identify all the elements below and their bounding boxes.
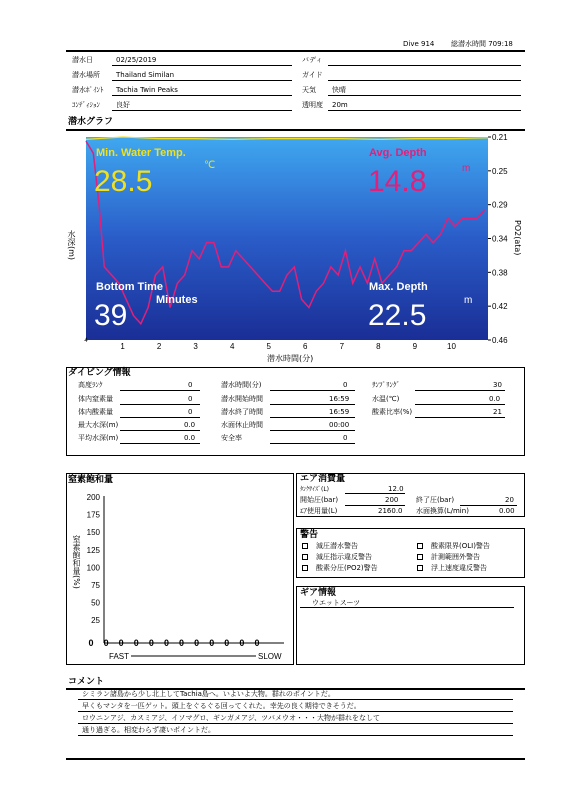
- nitrogen-tick-label: 150: [86, 528, 100, 538]
- altitude-rank-value: 0: [188, 381, 193, 389]
- date-label: 潜水日: [72, 56, 93, 64]
- x-tick-label: 2: [156, 342, 162, 351]
- x-tick-label: 8: [376, 342, 381, 351]
- nitrogen-value: 0: [133, 638, 139, 648]
- checkbox-icon: [417, 554, 423, 560]
- buddy-label: バディ: [302, 56, 323, 64]
- checkbox-icon: [417, 565, 423, 571]
- safety-rate-label: 安全率: [221, 434, 242, 442]
- right-tick-label: 0.46: [492, 336, 508, 345]
- end-pressure-label: 終了圧(bar): [416, 496, 455, 504]
- warning-ascent-rate: 浮上速度違反警告: [417, 564, 487, 573]
- end-time-label: 潜水終了時間: [221, 408, 263, 416]
- checkbox-icon: [302, 565, 308, 571]
- x-tick-label: 3: [193, 342, 198, 351]
- start-pressure-value: 200: [385, 496, 399, 504]
- place-label: 潜水場所: [72, 71, 100, 79]
- bottom-time-label: Bottom Time: [96, 281, 164, 293]
- avg-depth-value: 14.8: [368, 165, 427, 198]
- nitrogen-value: 0: [179, 638, 185, 648]
- nitrogen-value: 0: [254, 638, 260, 648]
- right-tick-label: 0.21: [492, 133, 508, 142]
- body-oxygen-value: 0: [188, 408, 193, 416]
- nitrogen-value: 0: [224, 638, 230, 648]
- nitrogen-tick-label: 125: [86, 545, 100, 555]
- warning-out-of-range: 計測範囲外警告: [417, 553, 480, 562]
- time-axis-label: 潜水時間(分): [267, 354, 314, 363]
- min-temp-label: Min. Water Temp.: [96, 147, 186, 159]
- warning-decompression-violation: 減圧指示違反警告: [302, 553, 372, 562]
- warning-decompression: 減圧潜水警告: [302, 542, 358, 551]
- weather-value: 快晴: [332, 86, 346, 94]
- x-tick-label: 9: [412, 342, 418, 351]
- comment-line-1: シミラン諸島から少し北上してTachia島へ。いよいよ大物。群れのポイントだ。: [82, 690, 335, 698]
- x-tick-label: 5: [266, 342, 271, 351]
- start-time-label: 潜水開始時間: [221, 395, 263, 403]
- x-tick-label: 4: [229, 342, 235, 351]
- max-depth-label: 最大水深(m): [78, 421, 119, 429]
- fast-label: FAST: [109, 652, 130, 661]
- x-tick-label: 10: [447, 342, 456, 351]
- air-used-value: 2160.0: [378, 507, 403, 515]
- nitrogen-tick-label: 100: [86, 563, 100, 573]
- nitrogen-title: 窒素飽和量: [68, 475, 114, 485]
- dive-number: Dive 914: [403, 40, 435, 48]
- tank-size-label: ﾀﾝｸｻｲｽﾞ(L): [300, 486, 330, 493]
- min-temp-unit: ℃: [204, 160, 216, 171]
- max-depth-unit: m: [464, 295, 473, 306]
- condition-value: 良好: [116, 101, 130, 109]
- avg-depth-label: 平均水深(m): [78, 434, 119, 442]
- x-tick-label: 1: [120, 342, 125, 351]
- graph-title: 潜水グラフ: [68, 117, 114, 127]
- nitrogen-value: 0: [103, 638, 109, 648]
- nitrogen-value: 0: [118, 638, 124, 648]
- po2-axis-label: PO2(ata): [513, 220, 522, 256]
- point-value: Tachia Twin Peaks: [116, 86, 178, 94]
- total-dive-time: 総潜水時間 709:18: [451, 40, 513, 48]
- start-pressure-label: 開始圧(bar): [300, 496, 339, 504]
- right-tick-label: 0.25: [492, 166, 508, 176]
- tank-size-value: 12.0: [388, 485, 404, 493]
- body-oxygen-label: 体内酸素量: [78, 408, 113, 416]
- checkbox-icon: [302, 543, 308, 549]
- air-used-label: ｴｱ使用量(L): [300, 507, 338, 515]
- warning-oli: 酸素限界(OLI)警告: [417, 542, 490, 551]
- surface-conversion-label: 水面換算(L/min): [416, 507, 469, 515]
- altitude-rank-label: 高度ﾗﾝｸ: [78, 381, 103, 389]
- max-depth-value: 0.0: [184, 421, 196, 429]
- nitrogen-value: 0: [163, 638, 169, 648]
- max-depth-value: 22.5: [368, 299, 427, 332]
- air-title: エア消費量: [300, 474, 346, 484]
- surface-interval-value: 00:00: [329, 421, 350, 429]
- checkbox-icon: [417, 543, 423, 549]
- avg-depth-label: Avg. Depth: [369, 147, 427, 159]
- body-nitrogen-value: 0: [188, 395, 193, 403]
- visibility-label: 透明度: [302, 101, 323, 109]
- avg-depth-unit: m: [462, 163, 471, 174]
- dive-time-value: 0: [343, 381, 348, 389]
- max-depth-label: Max. Depth: [369, 281, 428, 293]
- bottom-time-unit: Minutes: [156, 294, 198, 306]
- x-tick-extra: 4: [84, 338, 88, 344]
- nitrogen-value: 0: [239, 638, 245, 648]
- bottom-time-value: 39: [94, 299, 128, 332]
- condition-label: ｺﾝﾃﾞｨｼｮﾝ: [72, 101, 100, 109]
- weather-label: 天気: [302, 86, 316, 94]
- comment-line-4: 通り過ぎる。相変わらず凄いポイントだ。: [82, 726, 215, 734]
- dive-time-label: 潜水時間(分): [221, 381, 262, 389]
- min-temp-value: 28.5: [94, 165, 153, 198]
- nitrogen-tick-label: 200: [86, 493, 100, 502]
- depth-axis-label: 水深(m): [67, 230, 76, 261]
- surface-interval-label: 水面休止時間: [221, 421, 263, 429]
- checkbox-icon: [302, 554, 308, 560]
- right-tick-label: 0.38: [492, 268, 508, 278]
- guide-label: ガイド: [302, 71, 323, 79]
- end-time-value: 16:59: [329, 408, 350, 416]
- sampling-value: 30: [493, 381, 502, 389]
- right-tick-label: 0.29: [492, 200, 508, 210]
- right-tick-label: 0.42: [492, 302, 508, 312]
- warning-po2: 酸素分圧(PO2)警告: [302, 564, 378, 573]
- body-nitrogen-label: 体内窒素量: [78, 395, 113, 403]
- gear-title: ギア情報: [300, 588, 337, 598]
- nitrogen-value: 0: [194, 638, 200, 648]
- right-tick-label: 0.34: [492, 234, 508, 244]
- water-temp-value: 0.0: [489, 395, 501, 403]
- comment-line-3: ロウニンアジ、カスミアジ、イソマグロ、ギンガメアジ、ツバメウオ・・・大物が群れをなして: [82, 714, 380, 722]
- nitrogen-tick-label: 25: [91, 616, 100, 626]
- comment-line-2: 早くもマンタを一匹ゲット。頭上をぐるぐる回ってくれた。幸先の良く期待できそうだ。: [82, 702, 361, 710]
- diving-info-title: ダイビング情報: [68, 368, 131, 378]
- x-tick-label: 7: [339, 342, 345, 351]
- surface-conversion-value: 0.00: [499, 507, 515, 515]
- avg-depth-value: 0.0: [184, 434, 196, 442]
- dive-graph: [84, 133, 508, 351]
- visibility-value: 20m: [332, 101, 348, 109]
- water-temp-label: 水温(℃): [372, 395, 400, 403]
- warning-title: 警告: [300, 530, 319, 540]
- gear-value: ウエットスーツ: [312, 599, 361, 607]
- slow-label: SLOW: [258, 652, 282, 661]
- start-time-value: 16:59: [329, 395, 350, 403]
- nitrogen-value: 0: [148, 638, 154, 648]
- nitrogen-axis-label: 窒素飽和量(%): [72, 535, 81, 589]
- x-tick-label: 6: [303, 342, 308, 351]
- oxygen-ratio-value: 21: [493, 408, 502, 416]
- nitrogen-tick-label: 50: [91, 598, 100, 608]
- nitrogen-tick-label: 175: [86, 510, 100, 520]
- sampling-label: ｻﾝﾌﾟﾘﾝｸﾞ: [372, 381, 400, 389]
- place-value: Thailand Similan: [116, 71, 175, 79]
- point-label: 潜水ﾎﾟｲﾝﾄ: [72, 86, 104, 94]
- safety-rate-value: 0: [343, 434, 348, 442]
- nitrogen-chart: [80, 488, 292, 664]
- oxygen-ratio-label: 酸素比率(%): [372, 408, 413, 416]
- nitrogen-tick-label: 75: [91, 581, 100, 590]
- comment-title: コメント: [68, 677, 105, 687]
- end-pressure-value: 20: [505, 496, 514, 504]
- date-value: 02/25/2019: [116, 56, 157, 64]
- nitrogen-value: 0: [88, 638, 94, 648]
- nitrogen-value: 0: [209, 638, 215, 648]
